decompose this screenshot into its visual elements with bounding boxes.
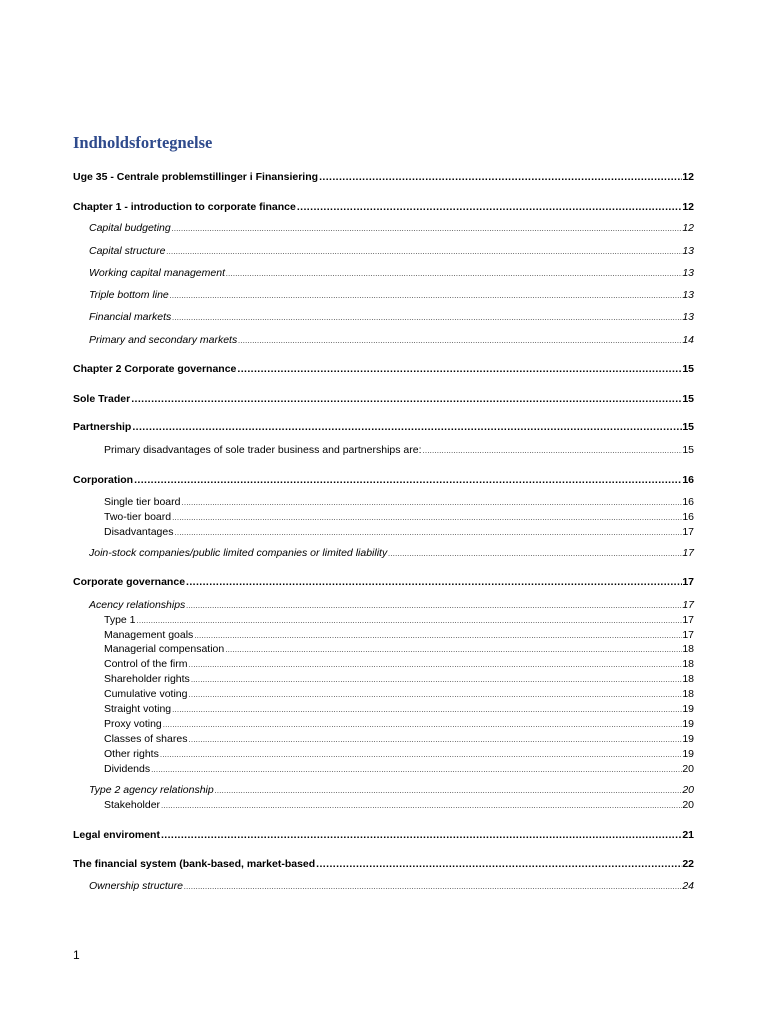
toc-entry-label: Legal enviroment [73, 829, 160, 841]
toc-entry-label: Disadvantages [104, 526, 174, 538]
toc-dot-leader [194, 629, 682, 643]
toc-entry-page: 13 [682, 311, 694, 323]
toc-dot-leader [319, 170, 682, 184]
toc-title: Indholdsfortegnelse [73, 133, 213, 152]
toc-entry[interactable] [104, 732, 694, 747]
toc-entry-label: Management goals [104, 629, 194, 641]
toc-entry-label: Other rights [104, 748, 159, 760]
toc-entry-label: Acency relationships [89, 599, 186, 611]
toc-dot-leader [160, 748, 682, 762]
toc-entry-page: 16 [682, 511, 694, 523]
toc-entry-label: Chapter 1 - introduction to corporate finance [73, 201, 296, 213]
toc-entry[interactable] [104, 717, 694, 732]
toc-entry-page: 13 [682, 289, 694, 301]
toc-entry[interactable] [89, 288, 694, 303]
toc-dot-leader [174, 526, 682, 540]
toc-entry-label: Proxy voting [104, 718, 162, 730]
toc-dot-leader [388, 547, 682, 561]
toc-entry[interactable] [89, 221, 694, 236]
toc-entry-label: Corporation [73, 474, 134, 486]
toc-dot-leader [316, 857, 682, 871]
toc-dot-leader [225, 643, 682, 657]
toc-entry-page: 24 [682, 880, 694, 892]
toc-entry-page: 17 [682, 629, 694, 641]
toc-entry[interactable] [73, 362, 694, 376]
toc-dot-leader [181, 496, 682, 510]
toc-dot-leader [184, 880, 682, 894]
toc-entry[interactable] [104, 747, 694, 762]
toc-entry[interactable] [73, 392, 694, 406]
toc-dot-leader [166, 245, 682, 259]
toc-entry-page: 12 [682, 201, 694, 213]
page-number: 1 [73, 948, 80, 962]
toc-entry-label: Capital structure [89, 245, 166, 257]
toc-entry-page: 16 [682, 474, 694, 486]
toc-dot-leader [226, 267, 682, 281]
toc-dot-leader [188, 688, 682, 702]
toc-entry-label: Shareholder rights [104, 673, 190, 685]
toc-entry-page: 19 [682, 718, 694, 730]
toc-entry-label: The financial system (bank-based, market-based [73, 858, 316, 870]
toc-entry-label: Single tier board [104, 496, 181, 508]
toc-entry-label: Working capital management [89, 267, 225, 279]
toc-dot-leader [172, 311, 682, 325]
toc-entry-page: 21 [682, 829, 694, 841]
toc-entry-label: Primary and secondary markets [89, 334, 238, 346]
toc-entry[interactable] [89, 598, 694, 613]
toc-entry-page: 19 [682, 703, 694, 715]
toc-entry[interactable] [73, 575, 694, 589]
toc-entry[interactable] [89, 333, 694, 348]
toc-entry-label: Financial markets [89, 311, 172, 323]
toc-entry-label: Capital budgeting [89, 222, 171, 234]
toc-entry-page: 16 [682, 496, 694, 508]
toc-entry-label: Ownership structure [89, 880, 183, 892]
toc-dot-leader [423, 444, 683, 458]
toc-dot-leader [188, 733, 682, 747]
toc-entry[interactable] [104, 702, 694, 717]
toc-entry-page: 19 [682, 733, 694, 745]
toc-entry[interactable] [89, 879, 694, 894]
toc-dot-leader [170, 289, 683, 303]
toc-dot-leader [186, 575, 682, 589]
toc-entry-label: Partnership [73, 421, 132, 433]
toc-entry-label: Two-tier board [104, 511, 172, 523]
toc-entry[interactable] [73, 200, 694, 214]
toc-entry[interactable] [104, 510, 694, 525]
toc-dot-leader [188, 658, 682, 672]
toc-dot-leader [137, 614, 683, 628]
toc-entry[interactable] [89, 310, 694, 325]
toc-entry[interactable] [104, 525, 694, 540]
toc-dot-leader [132, 420, 682, 434]
toc-entry-page: 18 [682, 658, 694, 670]
toc-entry-label: Uge 35 - Centrale problemstillinger i Finansiering [73, 171, 319, 183]
toc-entry-page: 14 [682, 334, 694, 346]
toc-entry-label: Cumulative voting [104, 688, 188, 700]
toc-entry-page: 18 [682, 673, 694, 685]
toc-dot-leader [238, 334, 682, 348]
toc-entry[interactable] [104, 762, 694, 777]
toc-entry-page: 13 [682, 245, 694, 257]
toc-entry[interactable] [104, 495, 694, 510]
toc-entry-label: Managerial compensation [104, 643, 225, 655]
toc-entry[interactable] [89, 546, 694, 561]
toc-entry-page: 18 [682, 643, 694, 655]
toc-entry-page: 17 [682, 614, 694, 626]
toc-entry-label: Dividends [104, 763, 151, 775]
toc-dot-leader [161, 828, 682, 842]
toc-entry-page: 15 [682, 363, 694, 375]
toc-entry-label: Type 1 [104, 614, 136, 626]
toc-entry[interactable] [73, 473, 694, 487]
toc-entry-label: Classes of shares [104, 733, 188, 745]
toc-dot-leader [163, 718, 683, 732]
toc-entry-label: Primary disadvantages of sole trader business and partnerships are: [104, 444, 422, 456]
toc-entry[interactable] [104, 642, 694, 657]
toc-entry-label: Chapter 2 Corporate governance [73, 363, 237, 375]
toc-dot-leader [186, 599, 682, 613]
toc-entry[interactable] [89, 266, 694, 281]
toc-entry[interactable] [104, 672, 694, 687]
toc-entry[interactable] [73, 828, 694, 842]
toc-entry[interactable] [104, 657, 694, 672]
toc-entry-page: 17 [682, 526, 694, 538]
toc-dot-leader [297, 200, 682, 214]
toc-entry[interactable] [73, 170, 694, 184]
toc-entry-page: 18 [682, 688, 694, 700]
toc-entry-page: 20 [682, 799, 694, 811]
toc-entry-page: 22 [682, 858, 694, 870]
toc-entry[interactable] [73, 857, 694, 871]
toc-entry-label: Stakeholder [104, 799, 161, 811]
toc-dot-leader [172, 222, 683, 236]
toc-entry-label: Corporate governance [73, 576, 186, 588]
toc-entry-page: 15 [682, 444, 694, 456]
toc-entry-label: Type 2 agency relationship [89, 784, 214, 796]
toc-dot-leader [172, 511, 682, 525]
toc-entry-label: Control of the firm [104, 658, 188, 670]
toc-entry-page: 17 [682, 599, 694, 611]
toc-dot-leader [161, 799, 682, 813]
toc-entry-page: 19 [682, 748, 694, 760]
toc-entry[interactable] [104, 687, 694, 702]
toc-entry-page: 12 [682, 222, 694, 234]
toc-entry[interactable] [104, 798, 694, 813]
toc-dot-leader [172, 703, 682, 717]
toc-entry[interactable] [104, 613, 694, 628]
toc-entry-page: 17 [682, 547, 694, 559]
toc-entry[interactable] [89, 244, 694, 259]
toc-entry[interactable] [104, 628, 694, 643]
toc-entry[interactable] [73, 420, 694, 434]
toc-entry[interactable] [89, 783, 694, 798]
toc-entry-page: 15 [682, 393, 694, 405]
toc-entry-label: Join-stock companies/public limited companies or limited liability [89, 547, 388, 559]
toc-dot-leader [237, 362, 682, 376]
toc-entry-label: Straight voting [104, 703, 172, 715]
toc-entry-label: Sole Trader [73, 393, 131, 405]
toc-entry-page: 13 [682, 267, 694, 279]
toc-entry-page: 20 [682, 784, 694, 796]
toc-dot-leader [191, 673, 683, 687]
toc-dot-leader [131, 392, 682, 406]
toc-dot-leader [151, 763, 682, 777]
toc-entry-page: 15 [682, 421, 694, 433]
toc-dot-leader [134, 473, 682, 487]
toc-dot-leader [215, 784, 683, 798]
toc-entry-page: 12 [682, 171, 694, 183]
toc-entry[interactable] [104, 443, 694, 458]
toc-entry-label: Triple bottom line [89, 289, 169, 301]
toc-entry-page: 20 [682, 763, 694, 775]
toc-entry-page: 17 [682, 576, 694, 588]
